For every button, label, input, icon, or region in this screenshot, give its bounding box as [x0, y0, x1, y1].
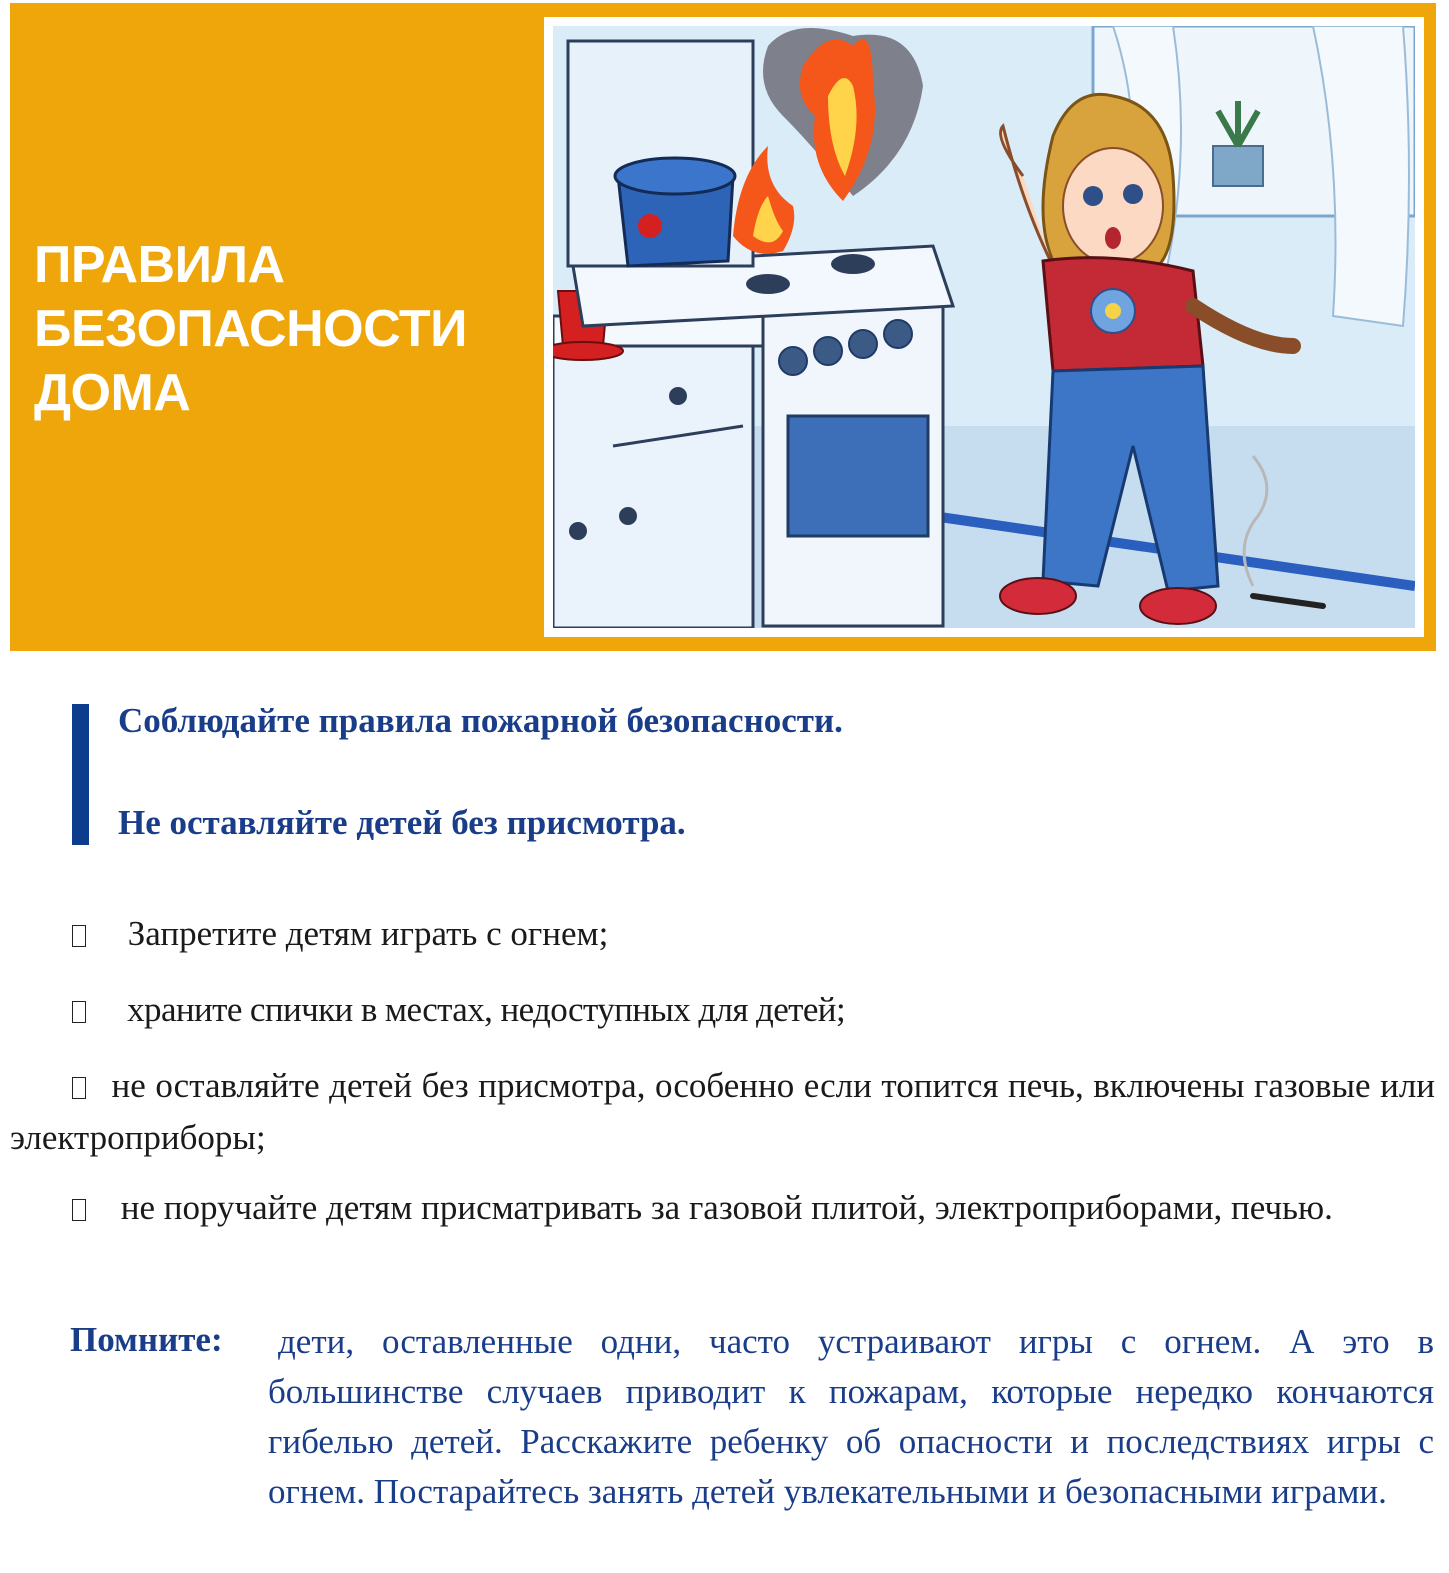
remember-label: Помните: — [70, 1320, 223, 1359]
bullet-box-icon — [72, 1199, 86, 1221]
callout-line-2: Не оставляйте детей без присмотра. — [118, 803, 686, 842]
title-line-1: ПРАВИЛА — [34, 236, 285, 294]
rule-text-1: Запретите детям играть с огнем; — [127, 914, 609, 953]
rule-text-4: не поручайте детям присматривать за газовой плитой, электроприборами, печью. — [120, 1188, 1333, 1227]
rule-item-3 — [10, 1060, 1435, 1164]
callout-line-1: Соблюдайте правила пожарной безопасности. — [118, 701, 843, 740]
rule-text-2: храните спички в местах, недоступных для детей; — [127, 990, 846, 1029]
remember-text: дети, оставленные одни, часто устраивают игры с огнем. А это в большинстве случаев приводит к пожарам, которые нередко кончаются гибелью детей. Расскажите ребенку об опасности и последствиях игры с огнем. Постарайтесь занять детей увлекательными и безопасными играми. — [268, 1322, 1434, 1511]
page-title — [34, 233, 534, 425]
title-line-2: БЕЗОПАСНОСТИ — [34, 300, 467, 358]
kitchen-fire-illustration — [544, 17, 1424, 637]
illustration-drawing — [553, 26, 1415, 628]
rule-item-2 — [72, 990, 845, 1030]
rule-item-4 — [10, 1182, 1435, 1234]
bullet-box-icon — [72, 1077, 86, 1099]
callout-accent-bar — [72, 704, 89, 845]
bullet-box-icon — [72, 925, 86, 947]
title-line-3: ДОМА — [34, 364, 191, 422]
rule-item-1 — [72, 914, 608, 954]
rule-text-3: не оставляйте детей без присмотра, особенно если топится печь, включены газовые или электроприборы; — [10, 1066, 1436, 1157]
bullet-box-icon — [72, 1001, 86, 1023]
